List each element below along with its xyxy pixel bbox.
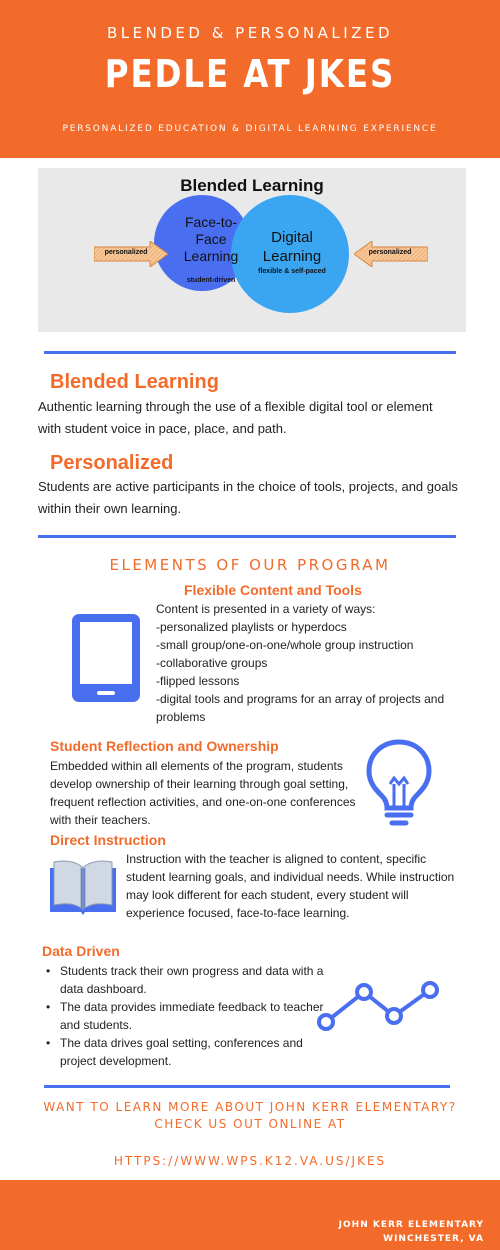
elements-heading: ELEMENTS OF OUR PROGRAM bbox=[109, 556, 391, 574]
divider bbox=[38, 535, 456, 538]
cta-line: WANT TO LEARN MORE ABOUT JOHN KERR ELEMENTARY? bbox=[43, 1100, 457, 1114]
blended-learning-diagram bbox=[38, 168, 466, 332]
header-top-line: BLENDED & PERSONALIZED bbox=[107, 24, 393, 42]
reflection-text: Embedded within all elements of the program, students develop ownership of their learning through goal setting, frequent reflection activities, and one-on-one conferences with their teachers. bbox=[50, 759, 356, 827]
blended-learning-text: Authentic learning through the use of a flexible digital tool or element with student voice in pace, place, and path. bbox=[38, 399, 433, 436]
digital-learning-label: Digital Learning bbox=[262, 229, 322, 265]
personalized-text: Students are active participants in the choice of tools, projects, and goals within their own learning. bbox=[38, 479, 458, 516]
header-subtitle: PERSONALIZED EDUCATION & DIGITAL LEARNING EXPERIENCE bbox=[62, 124, 438, 134]
footer-location: WINCHESTER, VA bbox=[383, 1234, 484, 1244]
list-item: • The data provides immediate feedback to teacher and students. bbox=[44, 998, 324, 1034]
diagram-title: Blended Learning bbox=[180, 176, 324, 195]
tablet-icon bbox=[70, 612, 142, 704]
direct-instruction-text: Instruction with the teacher is aligned to content, specific student learning goals, and individual needs. While instruction may look different for each student, every student will experience focused, face-to-face learning. bbox=[126, 852, 455, 920]
blended-learning-heading: Blended Learning bbox=[50, 371, 219, 393]
line-chart-icon bbox=[316, 978, 442, 1032]
reflection-heading: Student Reflection and Ownership bbox=[50, 738, 279, 754]
data-driven-heading: Data Driven bbox=[42, 943, 120, 959]
page-title: PEDLE AT JKES bbox=[104, 52, 396, 96]
face-to-face-sub: student-driven bbox=[186, 277, 236, 284]
divider bbox=[44, 351, 456, 354]
book-icon bbox=[48, 858, 118, 916]
digital-learning-sub: flexible & self-paced bbox=[258, 268, 326, 275]
face-to-face-label: Face-to- Face Learning bbox=[183, 214, 239, 264]
list-item: • The data drives goal setting, conferences and project development. bbox=[44, 1034, 324, 1070]
left-arrow-label: personalized bbox=[104, 249, 148, 256]
website-link[interactable]: HTTPS://WWW.WPS.K12.VA.US/JKES bbox=[113, 1154, 387, 1168]
lightbulb-icon bbox=[364, 738, 434, 828]
right-arrow-label: personalized bbox=[368, 249, 412, 256]
flexible-content-text: Content is presented in a variety of ways: -personalized playlists or hyperdocs -small group/one-on-one/whole group instruction -collaborative groups -flipped lessons -digital tools and programs for an array of projects and problems bbox=[156, 602, 445, 724]
list-item: • Students track their own progress and data with a data dashboard. bbox=[44, 962, 324, 998]
personalized-heading: Personalized bbox=[50, 452, 174, 474]
direct-instruction-heading: Direct Instruction bbox=[50, 832, 166, 848]
data-driven-list bbox=[44, 962, 324, 1070]
footer-school-name: JOHN KERR ELEMENTARY bbox=[338, 1220, 484, 1230]
flexible-content-heading: Flexible Content and Tools bbox=[184, 582, 362, 598]
divider bbox=[44, 1085, 450, 1088]
cta-line: CHECK US OUT ONLINE AT bbox=[154, 1117, 346, 1131]
